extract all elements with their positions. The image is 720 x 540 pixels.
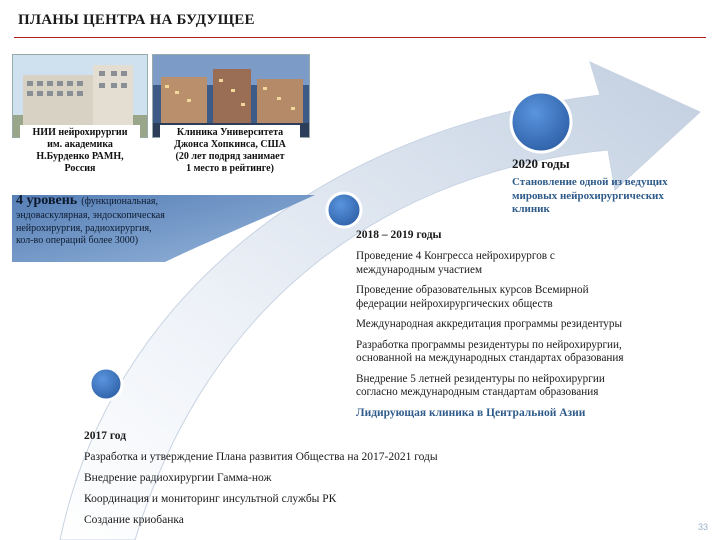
level4-detail-inline: (функциональная,	[81, 196, 158, 207]
caption-line: (20 лет подряд занимает	[175, 151, 285, 162]
caption-johns-hopkins	[160, 125, 300, 177]
caption-line: им. академика	[47, 139, 113, 150]
item-line: Внедрение 5 летней резидентуры по нейрохирургии	[356, 372, 605, 385]
year-2020-heading: 2020 годы	[512, 156, 570, 171]
caption-line: НИИ нейрохирургии	[32, 127, 128, 138]
list-item: Создание криобанка	[84, 514, 184, 526]
list-item: Координация и мониторинг инсультной службы РК	[84, 493, 337, 505]
list-item	[356, 339, 716, 366]
caption-burdenko	[20, 125, 140, 177]
milestone-2017-circle	[90, 368, 122, 400]
year-2018-items	[356, 250, 716, 420]
item-line: федерации нейрохирургических обществ	[356, 297, 553, 310]
level4-detail-line: нейрохирургия, радиохирургия,	[16, 222, 152, 234]
year-2017-items	[84, 450, 684, 534]
caption-line: 1 место в рейтинге)	[186, 163, 274, 174]
item-line: Проведение образовательных курсов Всемирной	[356, 284, 589, 296]
level4-detail-line: эндоваскулярная, эндоскопическая	[16, 210, 165, 221]
list-item	[356, 373, 716, 400]
level4-heading: 4 уровень	[16, 193, 78, 208]
year-2020-goal	[512, 176, 717, 217]
page-number: 33	[697, 522, 708, 532]
item-line: Проведение 4 Конгресса нейрохирургов с	[356, 250, 555, 262]
year-2018-heading: 2018 – 2019 годы	[356, 229, 442, 241]
item-line: Разработка программы резидентуры по нейрохирургии,	[356, 338, 622, 351]
item-line: основанной на международных стандартах образования	[356, 352, 624, 364]
list-item	[356, 250, 716, 277]
list-item	[356, 284, 716, 311]
goal-line: клиник	[512, 203, 550, 215]
list-item: Внедрение радиохирургии Гамма-нож	[84, 472, 272, 484]
year-2017-heading: 2017 год	[84, 430, 127, 442]
caption-line: Россия	[64, 163, 96, 174]
list-item	[356, 318, 716, 332]
level4-detail-line: кол-во операций более 3000)	[16, 235, 139, 246]
milestone-2018-circle	[327, 193, 361, 227]
item-line: Международная аккредитация программы резидентуры	[356, 318, 623, 330]
caption-line: Джонса Хопкинса, США	[174, 139, 286, 150]
list-item: Разработка и утверждение Плана развития Общества на 2017-2021 годы	[84, 451, 438, 463]
level4-block	[16, 192, 266, 248]
page-title: ПЛАНЫ ЦЕНТРА НА БУДУЩЕЕ	[18, 12, 255, 28]
milestone-2020-circle	[511, 92, 571, 152]
year-2018-goal: Лидирующая клиника в Центральной Азии	[356, 406, 586, 419]
goal-line: мировых нейрохирургических	[512, 189, 664, 202]
goal-line: Становление одной из ведущих	[512, 176, 668, 188]
caption-line: Клиника Университета	[176, 127, 284, 138]
item-line: международным участием	[356, 263, 483, 276]
item-line: согласно международным стандартам образования	[356, 386, 599, 398]
caption-line: Н.Бурденко РАМН,	[36, 151, 124, 162]
